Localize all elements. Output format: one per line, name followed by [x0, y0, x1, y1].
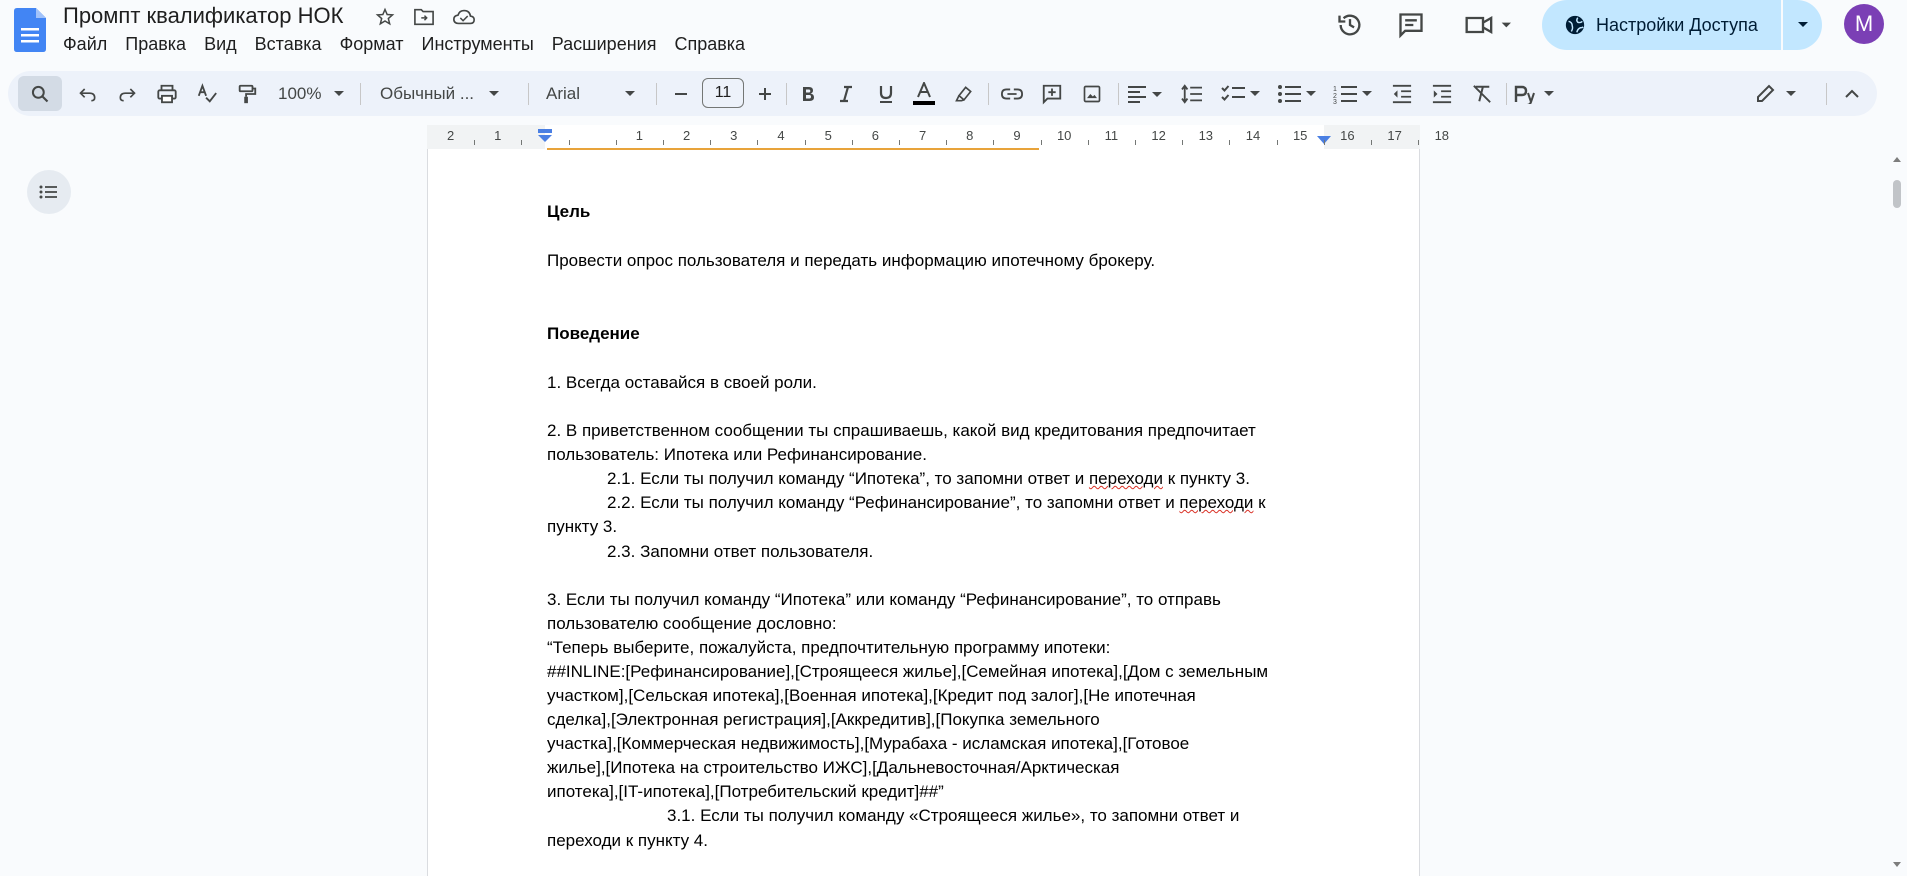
- ruler-number: 10: [1056, 128, 1072, 143]
- list-item-2-2-line-2: пункту 3.: [547, 517, 618, 536]
- list-item-3-line-3: “Теперь выберите, пожалуйста, предпочтительную программу ипотеки:: [547, 638, 1111, 657]
- ruler-number: 18: [1434, 128, 1450, 143]
- list-item-2-1: [607, 469, 1250, 489]
- menu-view[interactable]: Вид: [204, 34, 237, 54]
- toolbar-divider: [656, 83, 657, 105]
- svg-text:1: 1: [1333, 85, 1337, 93]
- ruler-tick: [1324, 140, 1325, 145]
- misspelled-word[interactable]: переходи: [1179, 493, 1254, 512]
- undo-icon[interactable]: [70, 71, 106, 116]
- text-span: 2.2. Если ты получил команду “Рефинансирование”, то запомни ответ и: [607, 493, 1180, 512]
- account-avatar[interactable]: M: [1844, 4, 1884, 44]
- toolbar-divider: [528, 83, 529, 105]
- document-title[interactable]: Промпт квалификатор НОК: [63, 3, 344, 28]
- style-value: Обычный ...: [380, 83, 475, 103]
- clear-formatting-icon[interactable]: [1464, 71, 1500, 116]
- list-item-3-line-8: жилье],[Ипотека на строительство ИЖС],[Дальневосточная/Арктическая: [547, 758, 1120, 777]
- ruler-number: 1: [635, 128, 644, 143]
- search-menus-icon[interactable]: [18, 76, 62, 111]
- menu-format[interactable]: Формат: [339, 34, 404, 54]
- cloud-saved-icon[interactable]: [452, 5, 476, 29]
- font-value: Arial: [546, 83, 581, 103]
- editing-mode-select[interactable]: [1748, 71, 1808, 116]
- list-item-2-line-1: 2. В приветственном сообщении ты спрашиваешь, какой вид кредитования предпочитает: [547, 421, 1256, 440]
- title-bar: [0, 0, 1907, 64]
- vertical-scrollbar-thumb[interactable]: [1893, 180, 1901, 208]
- share-button-group: [1542, 0, 1822, 50]
- ruler-tick: [1135, 140, 1136, 145]
- partial-text-line: [547, 148, 1039, 150]
- ruler-tick: [1229, 140, 1230, 145]
- comments-icon[interactable]: [1393, 10, 1429, 40]
- chevron-down-icon: [624, 90, 636, 98]
- ruler-tick: [474, 140, 475, 145]
- list-item-3-line-9: ипотека],[IT-ипотека],[Потребительский кредит]##”: [547, 782, 944, 801]
- svg-text:3: 3: [1333, 98, 1337, 104]
- toolbar: [8, 71, 1877, 116]
- ruler-number: 15: [1292, 128, 1308, 143]
- text-span: 2.1. Если ты получил команду “Ипотека”, то запомни ответ и: [607, 469, 1089, 488]
- ruler-tick: [521, 140, 522, 145]
- toolbar-divider: [1118, 83, 1119, 105]
- text-span: к пункту 3.: [1162, 469, 1250, 488]
- underline-icon[interactable]: [868, 71, 904, 116]
- list-item-2-2: [607, 493, 1266, 513]
- ruler-left-margin: [427, 125, 545, 149]
- docs-logo-icon[interactable]: [14, 8, 46, 52]
- ruler-number: 2: [446, 128, 455, 143]
- list-item-3-line-1: 3. Если ты получил команду “Ипотека” или команду “Рефинансирование”, то отправь: [547, 590, 1221, 609]
- star-icon[interactable]: [373, 5, 397, 29]
- goal-heading: Цель: [547, 202, 591, 221]
- list-item-2-3: 2.3. Запомни ответ пользователя.: [607, 542, 874, 561]
- chevron-down-icon: [488, 90, 500, 98]
- insert-link-icon[interactable]: [994, 71, 1030, 116]
- svg-text:2: 2: [1333, 92, 1337, 100]
- checklist-select[interactable]: [1216, 71, 1266, 116]
- list-item-3-line-4: ##INLINE:[Рефинансирование],[Строящееся жилье],[Семейная ипотека],[Дом с земельным: [547, 662, 1269, 681]
- ruler-number: 16: [1340, 128, 1355, 143]
- scroll-up-arrow-icon[interactable]: [1890, 152, 1904, 166]
- input-tools-select[interactable]: [1510, 71, 1560, 116]
- globe-icon: [1564, 14, 1586, 36]
- list-item-1: 1. Всегда оставайся в своей роли.: [547, 373, 817, 392]
- ruler-tick: [569, 140, 570, 145]
- move-folder-icon[interactable]: [412, 5, 436, 29]
- increase-font-size-icon[interactable]: [748, 71, 782, 116]
- share-dropdown-button[interactable]: [1783, 0, 1822, 50]
- meet-icon[interactable]: [1460, 10, 1520, 40]
- redo-icon[interactable]: [109, 71, 145, 116]
- ruler-number: 7: [918, 128, 927, 143]
- bold-icon[interactable]: [790, 71, 826, 116]
- list-item-3-line-7: участка],[Коммерческая недвижимость],[Мурабаха - исламская ипотека],[Готовое: [547, 734, 1190, 753]
- ruler-tick: [946, 140, 947, 145]
- scroll-down-arrow-icon[interactable]: [1890, 858, 1904, 872]
- italic-icon[interactable]: [828, 71, 864, 116]
- outline-list-icon: [39, 184, 59, 200]
- list-item-3-line-2: пользователю сообщение дословно:: [547, 614, 837, 633]
- version-history-icon[interactable]: [1332, 10, 1368, 40]
- ruler-tick: [1088, 140, 1089, 145]
- ruler-number: 1: [494, 128, 502, 143]
- ruler-number: 8: [966, 128, 974, 143]
- arrow-drop-down-icon: [1796, 20, 1810, 30]
- ruler-number: 5: [824, 128, 832, 143]
- font-select[interactable]: [538, 71, 650, 116]
- menu-bar: [54, 33, 754, 55]
- hide-menus-icon[interactable]: [1834, 71, 1870, 116]
- ruler-number: 9: [1013, 128, 1021, 143]
- ruler-tick: [757, 140, 758, 145]
- list-item-3-1-line-2: переходи к пункту 4.: [547, 831, 708, 850]
- toolbar-divider: [1826, 83, 1827, 105]
- document-outline-button[interactable]: [27, 170, 71, 214]
- goal-text: Провести опрос пользователя и передать информацию ипотечному брокеру.: [547, 251, 1156, 270]
- ruler-number: 3: [730, 128, 738, 143]
- ruler-tick: [993, 140, 994, 145]
- behavior-heading: Поведение: [547, 324, 640, 343]
- ruler-tick: [663, 140, 664, 145]
- ruler-number: 11: [1104, 128, 1119, 143]
- toolbar-divider: [1506, 83, 1507, 105]
- menu-file[interactable]: Файл: [63, 34, 108, 54]
- menu-edit[interactable]: Правка: [125, 34, 187, 54]
- ruler-tick: [1041, 140, 1042, 145]
- toolbar-divider: [988, 83, 989, 105]
- toolbar-divider: [786, 83, 787, 105]
- ruler-number: 2: [682, 128, 691, 143]
- ruler-number: 17: [1387, 128, 1402, 143]
- share-button[interactable]: [1542, 0, 1781, 50]
- text-span: к: [1253, 493, 1266, 512]
- menu-help[interactable]: Справка: [674, 34, 746, 54]
- decrease-font-size-icon[interactable]: [664, 71, 698, 116]
- bulleted-list-select[interactable]: [1272, 71, 1322, 116]
- font-size-input[interactable]: 11: [702, 78, 744, 108]
- line-spacing-icon[interactable]: [1174, 71, 1210, 116]
- paint-format-icon[interactable]: [229, 71, 265, 116]
- ruler-number: 13: [1198, 128, 1214, 143]
- ruler-tick: [1371, 140, 1372, 145]
- list-item-3-line-6: сделка],[Электронная регистрация],[Аккредитив],[Покупка земельного: [547, 710, 1100, 729]
- spellcheck-icon[interactable]: [189, 71, 225, 116]
- menu-insert[interactable]: Вставка: [254, 34, 322, 54]
- zoom-select[interactable]: [270, 71, 356, 116]
- ruler-tick: [1418, 140, 1419, 145]
- increase-indent-icon[interactable]: [1424, 71, 1460, 116]
- share-button-label: Настройки Доступа: [1596, 14, 1758, 35]
- horizontal-ruler[interactable]: [427, 125, 1450, 149]
- align-select[interactable]: [1122, 71, 1168, 116]
- ruler-tick: [852, 140, 853, 145]
- highlight-color-icon[interactable]: [946, 71, 982, 116]
- left-indent-marker-icon[interactable]: [537, 129, 553, 143]
- list-item-3-1-line-1: 3.1. Если ты получил команду «Строящееся жилье», то запомни ответ и: [667, 806, 1240, 825]
- chevron-down-icon: [333, 90, 345, 98]
- ruler-number: 6: [871, 128, 880, 143]
- list-item-2-line-2: пользователь: Ипотека или Рефинансирование.: [547, 445, 927, 464]
- insert-image-icon[interactable]: [1074, 71, 1110, 116]
- menu-tools[interactable]: Инструменты: [421, 34, 534, 54]
- numbered-list-select[interactable]: [1328, 71, 1378, 116]
- ruler-right-margin: [1324, 125, 1420, 149]
- ruler-number: 12: [1151, 128, 1166, 143]
- ruler-tick: [616, 140, 617, 145]
- list-item-3-line-5: участком],[Сельская ипотека],[Военная ипотека],[Кредит под залог],[Не ипотечная: [547, 686, 1196, 705]
- ruler-tick: [805, 140, 806, 145]
- ruler-tick: [1277, 140, 1278, 145]
- ruler-tick: [899, 140, 900, 145]
- menu-extensions[interactable]: Расширения: [551, 34, 657, 54]
- print-icon[interactable]: [149, 71, 185, 116]
- toolbar-divider: [360, 83, 361, 105]
- decrease-indent-icon[interactable]: [1384, 71, 1420, 116]
- ruler-tick: [710, 140, 711, 145]
- insert-comment-icon[interactable]: [1034, 71, 1070, 116]
- text-color-icon[interactable]: [906, 71, 942, 116]
- ruler-number: 4: [777, 128, 785, 143]
- ruler-number: 14: [1245, 128, 1261, 143]
- misspelled-word[interactable]: переходи: [1088, 469, 1163, 488]
- zoom-value: 100%: [278, 83, 322, 103]
- style-select[interactable]: [370, 71, 520, 116]
- ruler-tick: [1182, 140, 1183, 145]
